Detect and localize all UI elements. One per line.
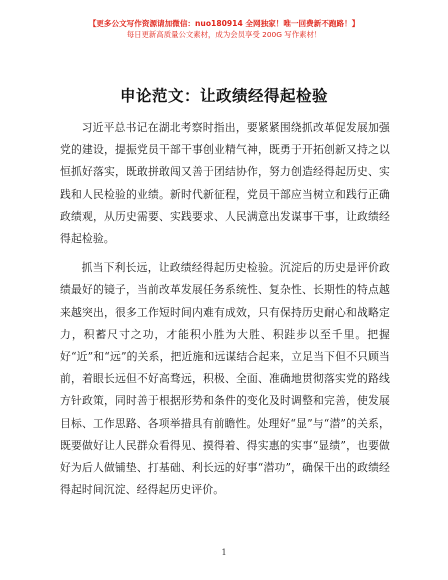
paragraph-intro: 习近平总书记在湖北考察时指出，要紧紧围绕抓改革促发展加强党的建设，提振党员干部干事创业精气神，既勇于开拓创新又持之以恒抓好落实，既敢拼敢闯又善于团结协作，努力创造经得起历史、实践和人民检验的业绩。新时代新征程，党员干部应当树立和践行正确政绩观，从历史需要、实践要求、人民满意出发谋事干事，让政绩经得起检验。 xyxy=(60,121,390,246)
document-body xyxy=(60,117,390,508)
paragraph-history-test: 抓当下利长远，让政绩经得起历史检验。沉淀后的历史是评价政绩最好的镜子，当前改革发展任务系统性、复杂性、长期性的特点越来越突出，很多工作短时间内难有成效，只有保持历史耐心和战略定力，积蓄尺寸之功，才能积小胜为大胜、积跬步以至千里。把握好“近”和“远”的关系，把近施和远谋结合起来，立足当下但不只顾当前，着眼长远但不好高骛远，积极、全面、准确地贯彻落实党的路线方针政策，同时善于根据形势和条件的变化及时调整和完善，使发展目标、工作思路、各项举措具有前瞻性。处理好“显”与“潜”的关系，既要做好让人民群众看得见、摸得着、得实惠的实事“显绩”，也要做好为后人做铺垫、打基础、利长远的好事“潜功”，确保干出的政绩经得起时间沉淀、经得起历史评价。 xyxy=(60,261,390,497)
banner-promo-line: 【更多公文写作资源请加微信：nuo180914 全网独家！唯一回费新不跑路！】 xyxy=(88,19,360,28)
document-title: 申论范文：让政绩经得起检验 xyxy=(119,87,328,105)
banner-membership-line: 每日更新高质量公文素材，成为会员享受 200G 写作素材！ xyxy=(126,30,322,39)
watermark-banner xyxy=(0,18,448,40)
page-number: 1 xyxy=(221,548,227,557)
